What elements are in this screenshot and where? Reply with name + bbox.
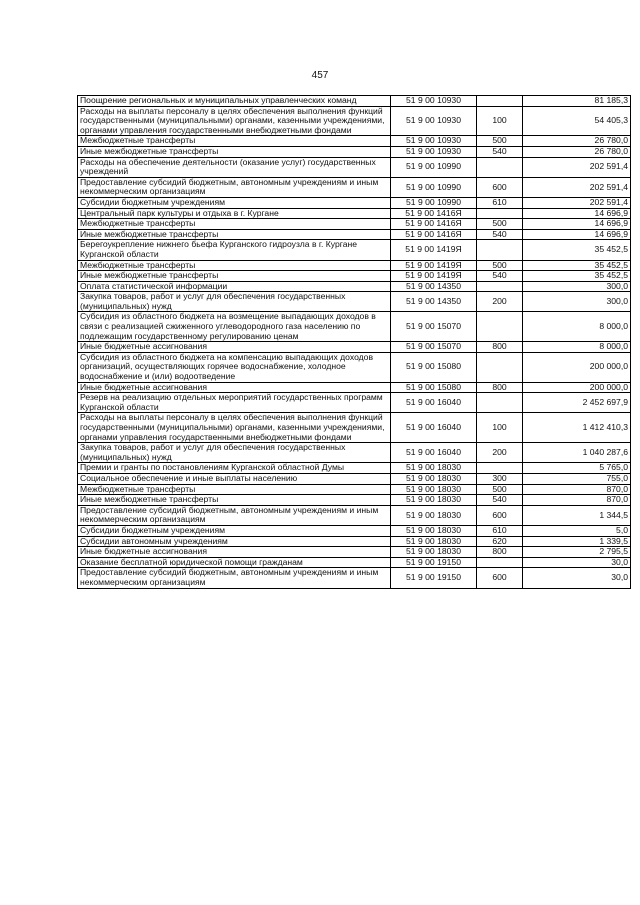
- row-expense-type-cell: 500: [477, 219, 523, 230]
- row-amount-cell: 35 452,5: [523, 271, 631, 282]
- row-amount-cell: 26 780,0: [523, 136, 631, 147]
- table-row: [78, 208, 631, 219]
- table-row: [78, 219, 631, 230]
- row-expense-type-cell: 620: [477, 536, 523, 547]
- row-expense-type-cell: 540: [477, 495, 523, 506]
- row-expense-type-cell: [477, 393, 523, 413]
- row-amount-cell: 1 040 287,6: [523, 443, 631, 463]
- table-row: [78, 393, 631, 413]
- row-expense-type-cell: [477, 208, 523, 219]
- row-name-cell: Иные бюджетные ассигнования: [78, 382, 391, 393]
- table-row: [78, 240, 631, 260]
- table-row: [78, 146, 631, 157]
- row-amount-cell: 14 696,9: [523, 208, 631, 219]
- row-amount-cell: 870,0: [523, 484, 631, 495]
- row-amount-cell: 200 000,0: [523, 352, 631, 382]
- row-amount-cell: 755,0: [523, 473, 631, 484]
- table-row: [78, 197, 631, 208]
- row-name-cell: Социальное обеспечение и иные выплаты населению: [78, 473, 391, 484]
- row-name-cell: Межбюджетные трансферты: [78, 136, 391, 147]
- row-code-cell: 51 9 00 10990: [391, 197, 477, 208]
- row-name-cell: Оказание бесплатной юридической помощи гражданам: [78, 557, 391, 568]
- table-row: [78, 136, 631, 147]
- row-expense-type-cell: [477, 96, 523, 107]
- row-expense-type-cell: 800: [477, 547, 523, 558]
- row-expense-type-cell: [477, 352, 523, 382]
- row-name-cell: Предоставление субсидий бюджетным, автономным учреждениям и иным некоммерческим организациям: [78, 505, 391, 525]
- row-name-cell: Премии и гранты по постановлениям Курганской областной Думы: [78, 463, 391, 474]
- row-name-cell: Предоставление субсидий бюджетным, автономным учреждениям и иным некоммерческим организациям: [78, 177, 391, 197]
- row-code-cell: 51 9 00 18030: [391, 484, 477, 495]
- table-row: [78, 281, 631, 292]
- table-row: [78, 96, 631, 107]
- row-expense-type-cell: [477, 312, 523, 342]
- row-amount-cell: 300,0: [523, 281, 631, 292]
- row-expense-type-cell: [477, 463, 523, 474]
- row-name-cell: Закупка товаров, работ и услуг для обеспечения государственных (муниципальных) нужд: [78, 443, 391, 463]
- row-name-cell: Иные межбюджетные трансферты: [78, 495, 391, 506]
- row-expense-type-cell: 800: [477, 382, 523, 393]
- row-code-cell: 51 9 00 16040: [391, 413, 477, 443]
- row-expense-type-cell: 600: [477, 505, 523, 525]
- row-expense-type-cell: 200: [477, 292, 523, 312]
- row-code-cell: 51 9 00 10930: [391, 106, 477, 136]
- row-code-cell: 51 9 00 18030: [391, 495, 477, 506]
- row-code-cell: 51 9 00 18030: [391, 547, 477, 558]
- row-amount-cell: 30,0: [523, 557, 631, 568]
- table-row: [78, 177, 631, 197]
- row-expense-type-cell: 540: [477, 229, 523, 240]
- row-amount-cell: 5,0: [523, 525, 631, 536]
- table-row: [78, 536, 631, 547]
- row-name-cell: Поощрение региональных и муниципальных управленческих команд: [78, 96, 391, 107]
- table-row: [78, 106, 631, 136]
- row-code-cell: 51 9 00 14350: [391, 292, 477, 312]
- table-row: [78, 312, 631, 342]
- row-amount-cell: 1 412 410,3: [523, 413, 631, 443]
- row-amount-cell: 5 765,0: [523, 463, 631, 474]
- row-code-cell: 51 9 00 1416Я: [391, 208, 477, 219]
- row-expense-type-cell: 600: [477, 568, 523, 588]
- table-row: [78, 443, 631, 463]
- table-row: [78, 525, 631, 536]
- row-expense-type-cell: 500: [477, 484, 523, 495]
- row-amount-cell: 870,0: [523, 495, 631, 506]
- row-amount-cell: 81 185,3: [523, 96, 631, 107]
- table-row: [78, 352, 631, 382]
- row-code-cell: 51 9 00 1419Я: [391, 260, 477, 271]
- row-code-cell: 51 9 00 15070: [391, 342, 477, 353]
- row-amount-cell: 200 000,0: [523, 382, 631, 393]
- row-code-cell: 51 9 00 1419Я: [391, 240, 477, 260]
- row-name-cell: Оплата статистической информации: [78, 281, 391, 292]
- row-amount-cell: 8 000,0: [523, 312, 631, 342]
- row-name-cell: Резерв на реализацию отдельных мероприятий государственных программ Курганской области: [78, 393, 391, 413]
- row-code-cell: 51 9 00 10930: [391, 96, 477, 107]
- row-name-cell: Субсидия из областного бюджета на возмещение выпадающих доходов в связи с реализацией сжиженного углеводородного газа населению по подлежащим государственному регулированию ценам: [78, 312, 391, 342]
- row-code-cell: 51 9 00 18030: [391, 536, 477, 547]
- row-expense-type-cell: 600: [477, 177, 523, 197]
- row-expense-type-cell: [477, 240, 523, 260]
- row-code-cell: 51 9 00 18030: [391, 463, 477, 474]
- row-code-cell: 51 9 00 10990: [391, 157, 477, 177]
- row-expense-type-cell: 540: [477, 146, 523, 157]
- table-row: [78, 484, 631, 495]
- table-row: [78, 260, 631, 271]
- row-amount-cell: 202 591,4: [523, 177, 631, 197]
- table-row: [78, 157, 631, 177]
- row-code-cell: 51 9 00 16040: [391, 393, 477, 413]
- row-code-cell: 51 9 00 15080: [391, 352, 477, 382]
- row-code-cell: 51 9 00 18030: [391, 525, 477, 536]
- row-name-cell: Предоставление субсидий бюджетным, автономным учреждениям и иным некоммерческим организациям: [78, 568, 391, 588]
- row-expense-type-cell: 500: [477, 136, 523, 147]
- row-name-cell: Субсидии автономным учреждениям: [78, 536, 391, 547]
- table-row: [78, 271, 631, 282]
- row-expense-type-cell: 300: [477, 473, 523, 484]
- row-code-cell: 51 9 00 1416Я: [391, 219, 477, 230]
- row-code-cell: 51 9 00 1419Я: [391, 271, 477, 282]
- row-name-cell: Иные бюджетные ассигнования: [78, 547, 391, 558]
- table-row: [78, 382, 631, 393]
- row-name-cell: Межбюджетные трансферты: [78, 219, 391, 230]
- table-row: [78, 229, 631, 240]
- row-name-cell: Иные бюджетные ассигнования: [78, 342, 391, 353]
- table-row: [78, 473, 631, 484]
- row-code-cell: 51 9 00 10930: [391, 136, 477, 147]
- row-name-cell: Межбюджетные трансферты: [78, 484, 391, 495]
- table-row: [78, 342, 631, 353]
- row-expense-type-cell: 100: [477, 413, 523, 443]
- row-amount-cell: 1 344,5: [523, 505, 631, 525]
- row-amount-cell: 202 591,4: [523, 157, 631, 177]
- row-code-cell: 51 9 00 10930: [391, 146, 477, 157]
- row-amount-cell: 30,0: [523, 568, 631, 588]
- row-code-cell: 51 9 00 18030: [391, 505, 477, 525]
- budget-table: [77, 95, 631, 589]
- row-expense-type-cell: 540: [477, 271, 523, 282]
- row-amount-cell: 26 780,0: [523, 146, 631, 157]
- row-name-cell: Иные межбюджетные трансферты: [78, 229, 391, 240]
- row-name-cell: Субсидия из областного бюджета на компенсацию выпадающих доходов организаций, осуществляющих горячее водоснабжение, холодное водоснабжение и (или) водоотведение: [78, 352, 391, 382]
- row-name-cell: Иные межбюджетные трансферты: [78, 146, 391, 157]
- row-amount-cell: 8 000,0: [523, 342, 631, 353]
- row-amount-cell: 35 452,5: [523, 260, 631, 271]
- row-amount-cell: 2 452 697,9: [523, 393, 631, 413]
- row-expense-type-cell: 610: [477, 197, 523, 208]
- row-code-cell: 51 9 00 1416Я: [391, 229, 477, 240]
- row-amount-cell: 14 696,9: [523, 219, 631, 230]
- row-name-cell: Иные межбюджетные трансферты: [78, 271, 391, 282]
- table-row: [78, 292, 631, 312]
- row-amount-cell: 35 452,5: [523, 240, 631, 260]
- row-code-cell: 51 9 00 10990: [391, 177, 477, 197]
- row-name-cell: Субсидии бюджетным учреждениям: [78, 525, 391, 536]
- table-row: [78, 557, 631, 568]
- row-code-cell: 51 9 00 18030: [391, 473, 477, 484]
- row-code-cell: 51 9 00 19150: [391, 568, 477, 588]
- row-amount-cell: 54 405,3: [523, 106, 631, 136]
- row-expense-type-cell: 610: [477, 525, 523, 536]
- row-expense-type-cell: 100: [477, 106, 523, 136]
- row-name-cell: Закупка товаров, работ и услуг для обеспечения государственных (муниципальных) нужд: [78, 292, 391, 312]
- table-row: [78, 568, 631, 588]
- table-row: [78, 505, 631, 525]
- row-code-cell: 51 9 00 15080: [391, 382, 477, 393]
- row-code-cell: 51 9 00 14350: [391, 281, 477, 292]
- row-name-cell: Межбюджетные трансферты: [78, 260, 391, 271]
- table-row: [78, 547, 631, 558]
- row-expense-type-cell: 500: [477, 260, 523, 271]
- row-code-cell: 51 9 00 16040: [391, 443, 477, 463]
- row-name-cell: Берегоукрепление нижнего бьефа Курганского гидроузла в г. Кургане Курганской области: [78, 240, 391, 260]
- row-name-cell: Субсидии бюджетным учреждениям: [78, 197, 391, 208]
- row-amount-cell: 14 696,9: [523, 229, 631, 240]
- row-amount-cell: 202 591,4: [523, 197, 631, 208]
- row-name-cell: Центральный парк культуры и отдыха в г. Кургане: [78, 208, 391, 219]
- row-amount-cell: 300,0: [523, 292, 631, 312]
- row-expense-type-cell: 200: [477, 443, 523, 463]
- table-row: [78, 413, 631, 443]
- table-row: [78, 495, 631, 506]
- row-code-cell: 51 9 00 15070: [391, 312, 477, 342]
- row-expense-type-cell: [477, 557, 523, 568]
- row-amount-cell: 2 795,5: [523, 547, 631, 558]
- row-code-cell: 51 9 00 19150: [391, 557, 477, 568]
- row-expense-type-cell: 800: [477, 342, 523, 353]
- table-row: [78, 463, 631, 474]
- row-amount-cell: 1 339,5: [523, 536, 631, 547]
- row-expense-type-cell: [477, 157, 523, 177]
- row-name-cell: Расходы на выплаты персоналу в целях обеспечения выполнения функций государственными (муниципальными) органами, казенными учреждениями, органами управления государственными внебюджетными фондами: [78, 106, 391, 136]
- page-number: 457: [311, 70, 329, 81]
- row-name-cell: Расходы на обеспечение деятельности (оказание услуг) государственных учреждений: [78, 157, 391, 177]
- row-name-cell: Расходы на выплаты персоналу в целях обеспечения выполнения функций государственными (муниципальными) органами, казенными учреждениями, органами управления государственными внебюджетными фондами: [78, 413, 391, 443]
- row-expense-type-cell: [477, 281, 523, 292]
